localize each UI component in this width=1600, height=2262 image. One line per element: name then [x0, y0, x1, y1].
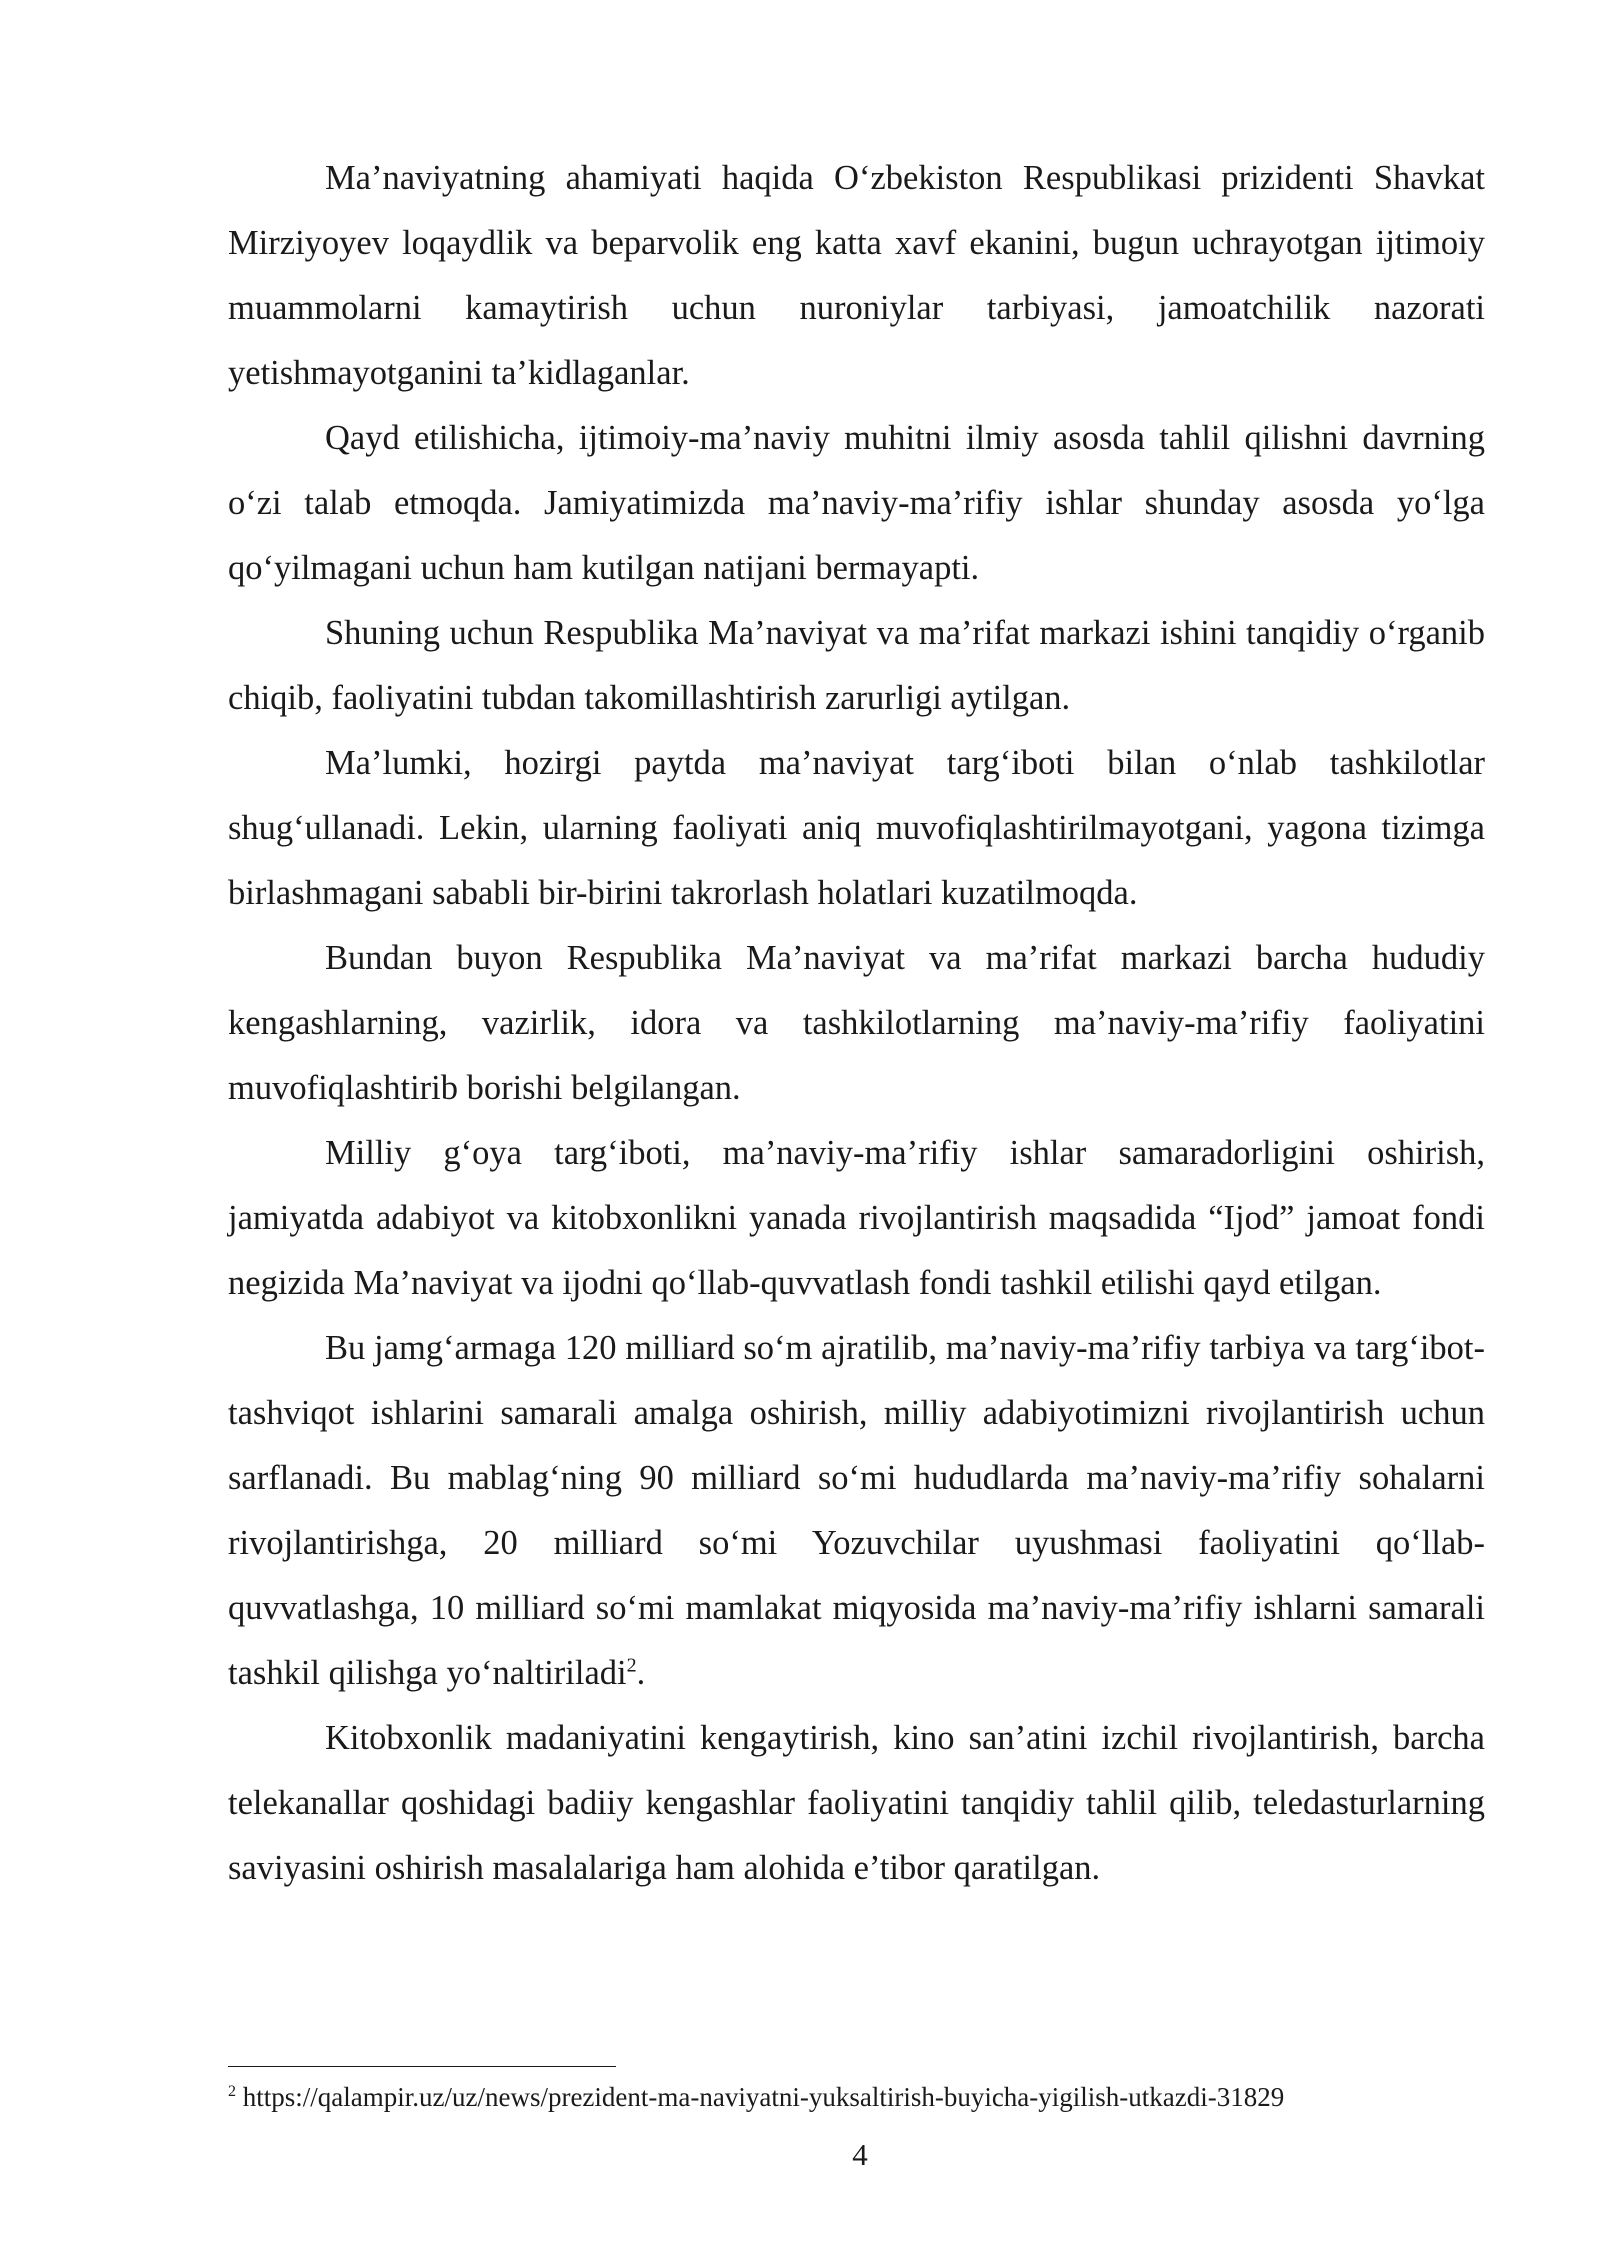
footnote-link[interactable]: https://qalampir.uz/uz/news/prezident-ma-naviyatni-yuksaltirish-buyicha-yigilish-utkazdi-31829 — [242, 2082, 1285, 2112]
footnote — [228, 2080, 1284, 2114]
paragraph-4: Ma’lumki, hozirgi paytda ma’naviyat targ‘iboti bilan o‘nlab tashkilotlar shug‘ullanadi. Lekin, ularning faoliyati aniq muvofiqlashtirilmayotgani, yagona tizimga birlashmagani sababli bir-birini takrorlash holatlari kuzatilmoqda. — [228, 744, 1485, 912]
paragraph-6: Milliy g‘oya targ‘iboti, ma’naviy-ma’rifiy ishlar samaradorligini oshirish, jamiyatda adabiyot va kitobxonlikni yanada rivojlantirish maqsadida “Ijod” jamoat fondi negizida Ma’naviyat va ijodni qo‘llab-quvvatlash fondi tashkil etilishi qayd etilgan. — [228, 1134, 1485, 1302]
paragraph-3: Shuning uchun Respublika Ma’naviyat va ma’rifat markazi ishini tanqidiy o‘rganib chiqib, faoliyatini tubdan takomillashtirish zarurligi aytilgan. — [228, 614, 1485, 717]
paragraph-2: Qayd etilishicha, ijtimoiy-ma’naviy muhitni ilmiy asosda tahlil qilishni davrning o‘zi talab etmoqda. Jamiyatimizda ma’naviy-ma’rifiy ishlar shunday asosda yo‘lga qo‘yilmagani uchun ham kutilgan natijani bermayapti. — [228, 419, 1485, 587]
footnote-number: 2 — [228, 2083, 236, 2100]
page-number: 4 — [852, 2137, 868, 2172]
paragraph-7-text: Bu jamg‘armaga 120 milliard so‘m ajratilib, ma’naviy-ma’rifiy tarbiya va targ‘ibot-tashviqot ishlarini samarali amalga oshirish, milliy adabiyotimizni rivojlantirish uchun sarflanadi. Bu mablag‘ning 90 milliard so‘mi hududlarda ma’naviy-ma’rifiy sohalarni rivojlantirishga, 20 milliard so‘mi Yozuvchilar uyushmasi faoliyatini qo‘llab-quvvatlashga, 10 milliard so‘mi mamlakat miqyosida ma’naviy-ma’rifiy ishlarni samarali tashkil qilishga yo‘naltiriladi — [228, 1329, 1485, 1692]
paragraph-1: Ma’naviyatning ahamiyati haqida O‘zbekiston Respublikasi prizidenti Shavkat Mirziyoyev loqaydlik va beparvolik eng katta xavf ekanini, bugun uchrayotgan ijtimoiy muammolarni kamaytirish uchun nuroniylar tarbiyasi, jamoatchilik nazorati yetishmayotganini ta’kidlaganlar. — [228, 159, 1485, 392]
footnote-separator — [228, 2066, 616, 2067]
body-text — [228, 146, 1485, 1901]
paragraph-7 — [228, 1316, 1485, 1706]
paragraph-5: Bundan buyon Respublika Ma’naviyat va ma’rifat markazi barcha hududiy kengashlarning, vazirlik, idora va tashkilotlarning ma’naviy-ma’rifiy faoliyatini muvofiqlashtirib borishi belgilangan. — [228, 939, 1485, 1107]
footnote-reference[interactable]: 2 — [626, 1654, 637, 1677]
paragraph-8: Kitobxonlik madaniyatini kengaytirish, kino san’atini izchil rivojlantirish, barcha telekanallar qoshidagi badiiy kengashlar faoliyatini tanqidiy tahlil qilib, teledasturlarning saviyasini oshirish masalalariga ham alohida e’tibor qaratilgan. — [228, 1719, 1485, 1887]
paragraph-7-end: . — [636, 1654, 646, 1692]
